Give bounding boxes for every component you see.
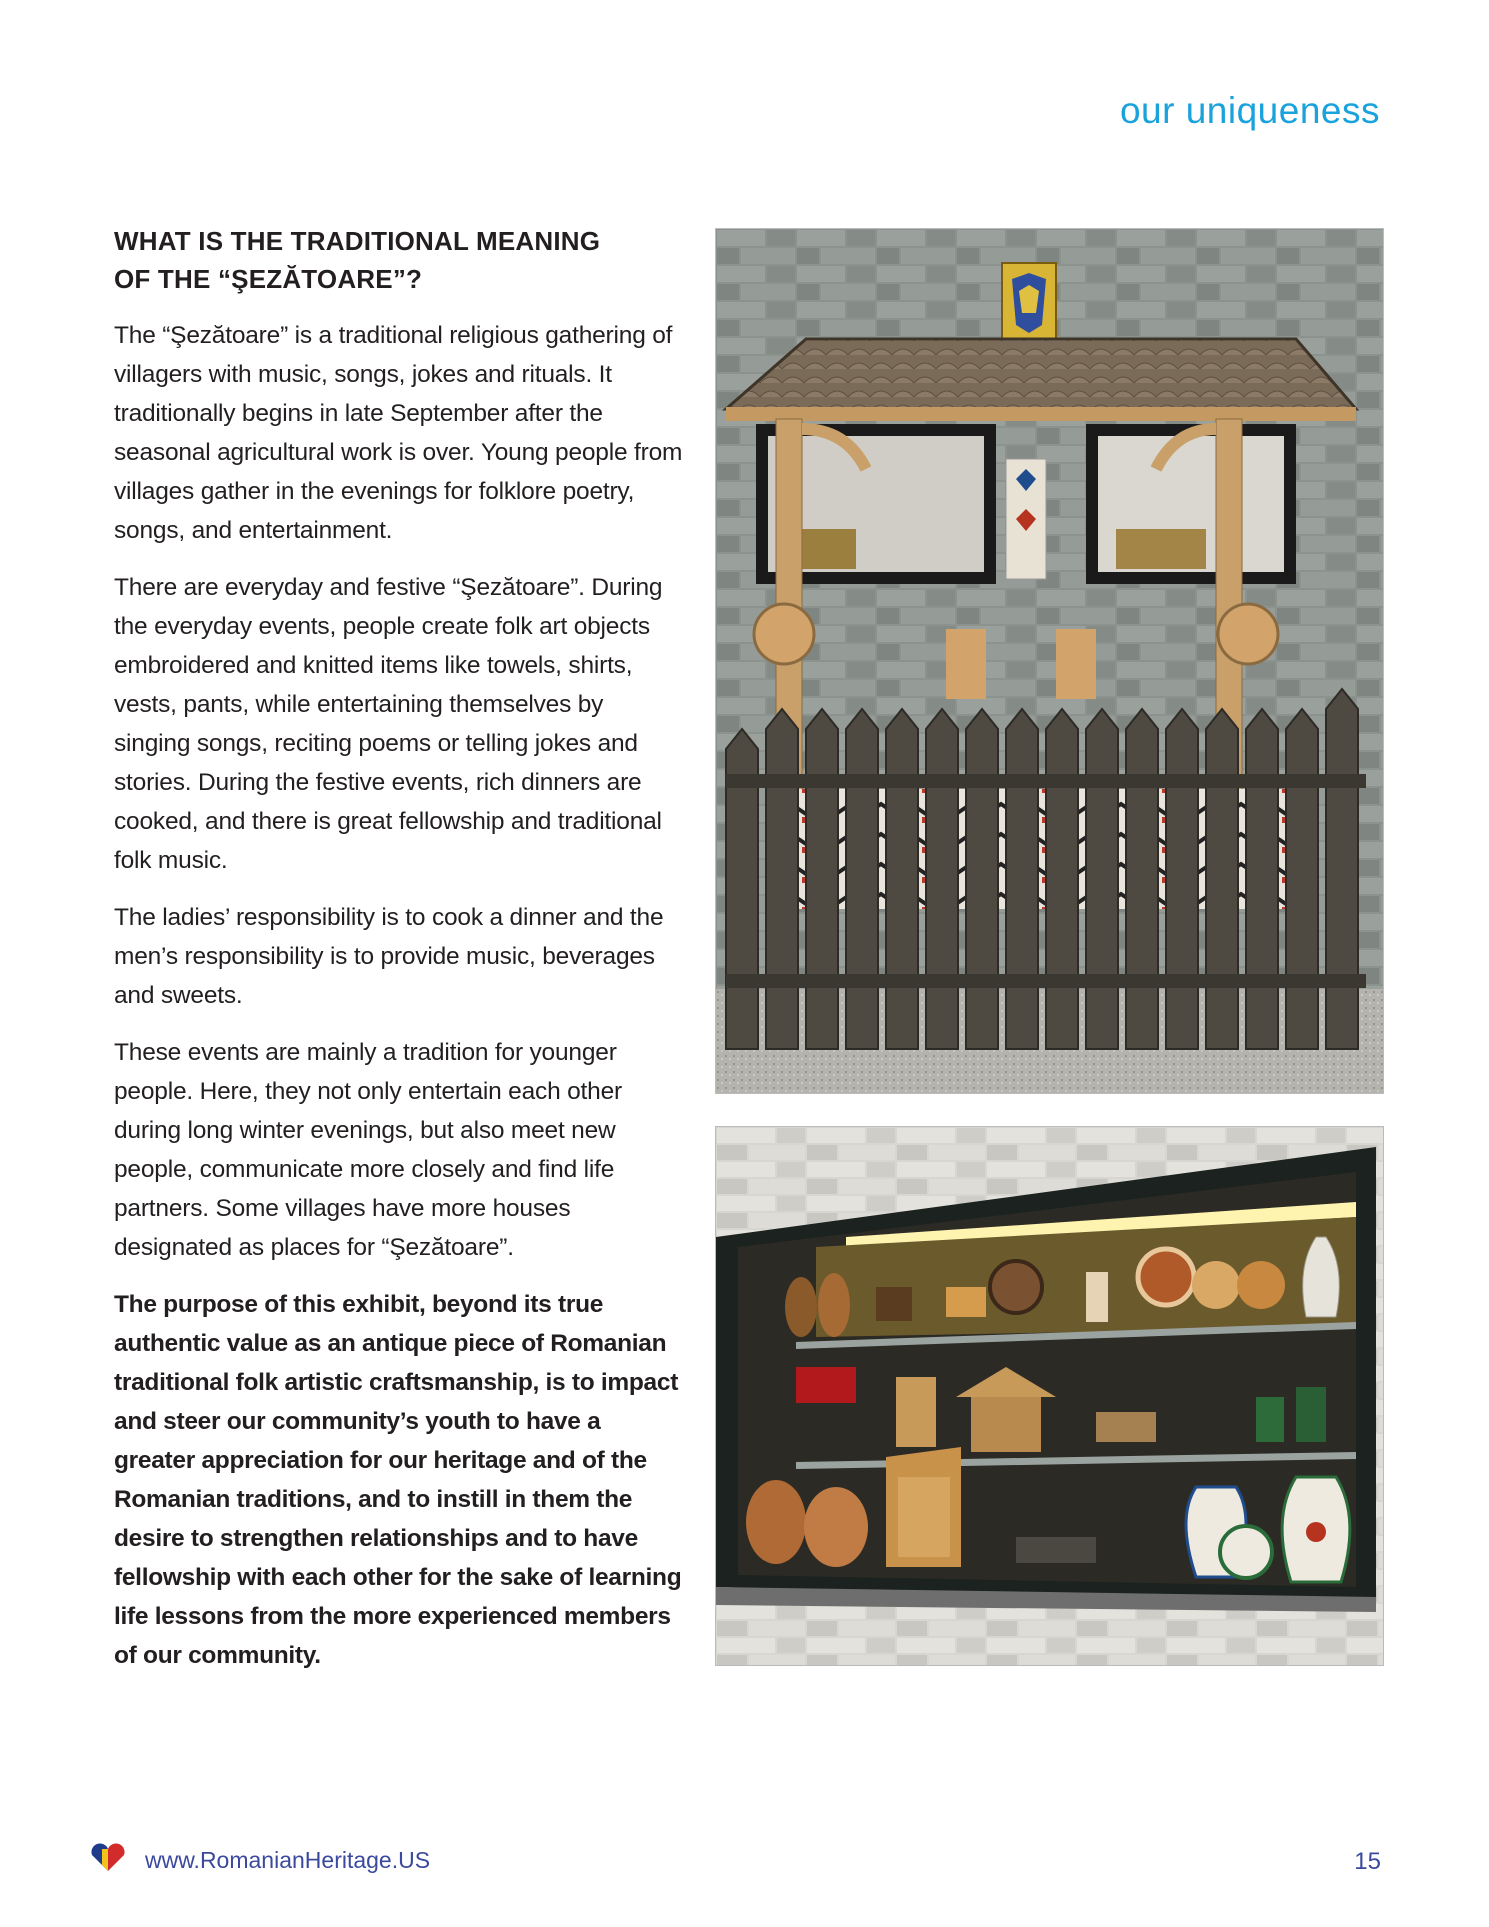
heading-line-2: OF THE “ŞEZĂTOARE”? <box>114 264 423 294</box>
footer-website-link[interactable]: www.RomanianHeritage.US <box>145 1847 431 1873</box>
paragraph-responsibilities: The ladies’ responsibility is to cook a dinner and the men’s responsibility is to provide music, beverages and sweets. <box>114 904 664 1009</box>
heading-line-1: WHAT IS THE TRADITIONAL MEANING <box>114 226 601 256</box>
heart-flag-logo-icon <box>88 1843 128 1873</box>
article-body <box>114 222 686 1693</box>
paragraph-events: There are everyday and festive “Şezătoare”. During the everyday events, people create folk art objects embroidered and knitted items like towels, shirts, vests, pants, while entertaining themselves by singing songs, reciting poems or telling jokes and stories. During the festive events, rich dinners are cooked, and there is great fellowship and traditional folk music. <box>114 574 663 874</box>
sezatoare-gazebo-photo <box>715 228 1384 1094</box>
section-title: our uniqueness <box>1119 90 1380 131</box>
paragraph-intro: The “Şezătoare” is a traditional religious gathering of villagers with music, songs, jokes and rituals. It traditionally begins in late September after the seasonal agricultural work is over. Young people from villages gather in the evenings for folklore poetry, songs, and entertainment. <box>114 322 683 544</box>
article-heading <box>114 222 686 298</box>
pottery-display-case-photo <box>715 1126 1384 1666</box>
paragraph-purpose: The purpose of this exhibit, beyond its true authentic value as an antique piece of Romanian traditional folk artistic craftsmanship, is to impact and steer our community’s youth to have a greater appreciation for our heritage and of the Romanian traditions, and to instill in them the desire to strengthen relationships and to have fellowship with each other for the sake of learning life lessons from the more experienced members of our community. <box>114 1291 682 1669</box>
paragraph-youth: These events are mainly a tradition for younger people. Here, they not only entertain each other during long winter evenings, but also meet new people, communicate more closely and find life partners. Some villages have more houses designated as places for “Şezătoare”. <box>114 1039 622 1261</box>
page-number: 15 <box>1354 1848 1381 1875</box>
